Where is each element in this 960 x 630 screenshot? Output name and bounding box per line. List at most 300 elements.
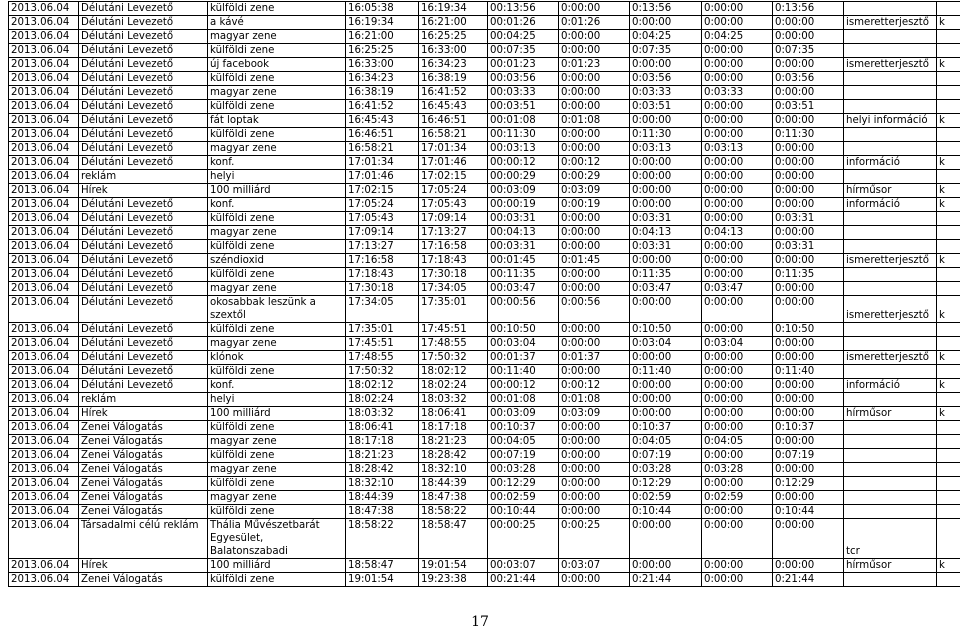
foreign-music-cell: 0:00:00 [773, 463, 844, 477]
hungarian-music-cell: 0:00:00 [702, 559, 773, 573]
info-duration-cell: 0:01:08 [559, 393, 630, 407]
date-cell: 2013.06.04 [9, 268, 79, 282]
page-number: 17 [471, 614, 489, 630]
end-time-cell: 16:34:23 [419, 58, 488, 72]
content-cell: magyar zene [208, 142, 346, 156]
duration-cell: 00:04:13 [488, 226, 559, 240]
date-cell: 2013.06.04 [9, 2, 79, 16]
duration-cell: 00:03:56 [488, 72, 559, 86]
hungarian-music-cell: 0:03:28 [702, 463, 773, 477]
info-duration-cell: 0:00:00 [559, 323, 630, 337]
music-duration-cell: 0:00:00 [630, 184, 702, 198]
date-cell: 2013.06.04 [9, 449, 79, 463]
foreign-music-cell: 0:00:00 [773, 142, 844, 156]
program-cell: Délutáni Levezető [79, 296, 208, 323]
hungarian-music-cell: 0:00:00 [702, 240, 773, 254]
music-duration-cell: 0:13:56 [630, 2, 702, 16]
date-cell: 2013.06.04 [9, 421, 79, 435]
info-duration-cell: 0:03:09 [559, 184, 630, 198]
content-cell: széndioxid [208, 254, 346, 268]
start-time-cell: 18:17:18 [346, 435, 419, 449]
music-duration-cell: 0:04:13 [630, 226, 702, 240]
duration-cell: 00:03:04 [488, 337, 559, 351]
duration-cell: 00:00:25 [488, 519, 559, 559]
start-time-cell: 16:25:25 [346, 44, 419, 58]
hungarian-music-cell: 0:03:47 [702, 282, 773, 296]
start-time-cell: 16:33:00 [346, 58, 419, 72]
program-cell: Délutáni Levezető [79, 198, 208, 212]
table-row [9, 184, 960, 198]
info-duration-cell: 0:00:00 [559, 477, 630, 491]
category-cell: k [937, 156, 960, 170]
end-time-cell: 17:35:01 [419, 296, 488, 323]
foreign-music-cell: 0:21:44 [773, 573, 844, 587]
start-time-cell: 17:30:18 [346, 282, 419, 296]
content-cell: külföldi zene [208, 128, 346, 142]
duration-cell: 00:03:09 [488, 407, 559, 421]
music-duration-cell: 0:00:00 [630, 407, 702, 421]
content-cell: új facebook [208, 58, 346, 72]
content-cell: Thália Művészetbarát Egyesület, Balatonszabadi [208, 519, 346, 559]
duration-cell: 00:02:59 [488, 491, 559, 505]
table-row [9, 435, 960, 449]
genre-cell [844, 573, 937, 587]
category-cell [937, 170, 960, 184]
broadcast-log-body [9, 2, 960, 587]
hungarian-music-cell: 0:00:00 [702, 254, 773, 268]
table-row [9, 30, 960, 44]
table-row [9, 505, 960, 519]
program-cell: Délutáni Levezető [79, 156, 208, 170]
table-row [9, 379, 960, 393]
date-cell: 2013.06.04 [9, 198, 79, 212]
program-cell: Zenei Válogatás [79, 573, 208, 587]
table-row [9, 72, 960, 86]
foreign-music-cell: 0:00:00 [773, 30, 844, 44]
category-cell [937, 30, 960, 44]
hungarian-music-cell: 0:00:00 [702, 170, 773, 184]
genre-cell: helyi információ [844, 114, 937, 128]
program-cell: Délutáni Levezető [79, 365, 208, 379]
info-duration-cell: 0:00:19 [559, 198, 630, 212]
start-time-cell: 19:01:54 [346, 573, 419, 587]
info-duration-cell: 0:01:37 [559, 351, 630, 365]
table-row [9, 573, 960, 587]
program-cell: Délutáni Levezető [79, 337, 208, 351]
genre-cell: ismeretterjesztő [844, 254, 937, 268]
content-cell: 100 milliárd [208, 407, 346, 421]
music-duration-cell: 0:03:31 [630, 212, 702, 226]
end-time-cell: 17:01:46 [419, 156, 488, 170]
hungarian-music-cell: 0:00:00 [702, 379, 773, 393]
start-time-cell: 18:28:42 [346, 463, 419, 477]
program-cell: Délutáni Levezető [79, 240, 208, 254]
start-time-cell: 17:48:55 [346, 351, 419, 365]
hungarian-music-cell: 0:00:00 [702, 128, 773, 142]
program-cell: Zenei Válogatás [79, 463, 208, 477]
genre-cell [844, 393, 937, 407]
duration-cell: 00:13:56 [488, 2, 559, 16]
start-time-cell: 18:47:38 [346, 505, 419, 519]
hungarian-music-cell: 0:00:00 [702, 114, 773, 128]
program-cell: reklám [79, 170, 208, 184]
genre-cell [844, 2, 937, 16]
content-cell: konf. [208, 198, 346, 212]
foreign-music-cell: 0:03:31 [773, 212, 844, 226]
date-cell: 2013.06.04 [9, 114, 79, 128]
table-row [9, 2, 960, 16]
table-row [9, 365, 960, 379]
table-row [9, 226, 960, 240]
foreign-music-cell: 0:07:19 [773, 449, 844, 463]
genre-cell [844, 30, 937, 44]
music-duration-cell: 0:11:35 [630, 268, 702, 282]
broadcast-log-page [8, 1, 952, 587]
duration-cell: 00:03:07 [488, 559, 559, 573]
category-cell: k [937, 114, 960, 128]
music-duration-cell: 0:12:29 [630, 477, 702, 491]
program-cell: Délutáni Levezető [79, 114, 208, 128]
music-duration-cell: 0:10:37 [630, 421, 702, 435]
info-duration-cell: 0:00:00 [559, 2, 630, 16]
foreign-music-cell: 0:00:00 [773, 379, 844, 393]
content-cell: külföldi zene [208, 72, 346, 86]
end-time-cell: 16:19:34 [419, 2, 488, 16]
end-time-cell: 16:25:25 [419, 30, 488, 44]
info-duration-cell: 0:00:00 [559, 86, 630, 100]
program-cell: Délutáni Levezető [79, 379, 208, 393]
duration-cell: 00:00:12 [488, 379, 559, 393]
hungarian-music-cell: 0:03:33 [702, 86, 773, 100]
table-row [9, 491, 960, 505]
foreign-music-cell: 0:00:00 [773, 491, 844, 505]
date-cell: 2013.06.04 [9, 142, 79, 156]
content-cell: magyar zene [208, 86, 346, 100]
hungarian-music-cell: 0:00:00 [702, 184, 773, 198]
music-duration-cell: 0:00:00 [630, 393, 702, 407]
end-time-cell: 16:45:43 [419, 100, 488, 114]
table-row [9, 128, 960, 142]
hungarian-music-cell: 0:03:04 [702, 337, 773, 351]
end-time-cell: 16:41:52 [419, 86, 488, 100]
table-row [9, 240, 960, 254]
content-cell: 100 milliárd [208, 559, 346, 573]
date-cell: 2013.06.04 [9, 44, 79, 58]
music-duration-cell: 0:04:05 [630, 435, 702, 449]
genre-cell [844, 505, 937, 519]
hungarian-music-cell: 0:04:13 [702, 226, 773, 240]
category-cell [937, 477, 960, 491]
foreign-music-cell: 0:00:00 [773, 282, 844, 296]
foreign-music-cell: 0:00:00 [773, 296, 844, 323]
info-duration-cell: 0:00:00 [559, 449, 630, 463]
category-cell [937, 519, 960, 559]
content-cell: külföldi zene [208, 240, 346, 254]
foreign-music-cell: 0:00:00 [773, 184, 844, 198]
duration-cell: 00:03:31 [488, 240, 559, 254]
duration-cell: 00:03:33 [488, 86, 559, 100]
category-cell: k [937, 407, 960, 421]
duration-cell: 00:10:50 [488, 323, 559, 337]
start-time-cell: 18:58:47 [346, 559, 419, 573]
duration-cell: 00:10:37 [488, 421, 559, 435]
duration-cell: 00:10:44 [488, 505, 559, 519]
date-cell: 2013.06.04 [9, 407, 79, 421]
start-time-cell: 17:35:01 [346, 323, 419, 337]
start-time-cell: 16:45:43 [346, 114, 419, 128]
duration-cell: 00:03:28 [488, 463, 559, 477]
table-row [9, 337, 960, 351]
hungarian-music-cell: 0:00:00 [702, 477, 773, 491]
info-duration-cell: 0:00:00 [559, 128, 630, 142]
foreign-music-cell: 0:00:00 [773, 226, 844, 240]
program-cell: Délutáni Levezető [79, 323, 208, 337]
genre-cell: tcr [844, 519, 937, 559]
start-time-cell: 18:58:22 [346, 519, 419, 559]
end-time-cell: 18:32:10 [419, 463, 488, 477]
genre-cell [844, 435, 937, 449]
music-duration-cell: 0:03:47 [630, 282, 702, 296]
info-duration-cell: 0:00:00 [559, 226, 630, 240]
genre-cell [844, 365, 937, 379]
foreign-music-cell: 0:00:00 [773, 58, 844, 72]
end-time-cell: 18:03:32 [419, 393, 488, 407]
foreign-music-cell: 0:10:50 [773, 323, 844, 337]
date-cell: 2013.06.04 [9, 559, 79, 573]
date-cell: 2013.06.04 [9, 226, 79, 240]
genre-cell [844, 72, 937, 86]
program-cell: Zenei Válogatás [79, 421, 208, 435]
foreign-music-cell: 0:00:00 [773, 407, 844, 421]
content-cell: fát loptak [208, 114, 346, 128]
category-cell [937, 44, 960, 58]
info-duration-cell: 0:00:00 [559, 212, 630, 226]
hungarian-music-cell: 0:00:00 [702, 323, 773, 337]
duration-cell: 00:07:35 [488, 44, 559, 58]
foreign-music-cell: 0:00:00 [773, 559, 844, 573]
genre-cell: ismeretterjesztő [844, 351, 937, 365]
content-cell: magyar zene [208, 282, 346, 296]
category-cell [937, 212, 960, 226]
hungarian-music-cell: 0:00:00 [702, 72, 773, 86]
music-duration-cell: 0:03:28 [630, 463, 702, 477]
category-cell [937, 449, 960, 463]
hungarian-music-cell: 0:00:00 [702, 296, 773, 323]
genre-cell [844, 142, 937, 156]
category-cell [937, 240, 960, 254]
content-cell: külföldi zene [208, 323, 346, 337]
hungarian-music-cell: 0:02:59 [702, 491, 773, 505]
info-duration-cell: 0:00:56 [559, 296, 630, 323]
info-duration-cell: 0:00:12 [559, 379, 630, 393]
program-cell: Délutáni Levezető [79, 142, 208, 156]
content-cell: magyar zene [208, 30, 346, 44]
music-duration-cell: 0:11:40 [630, 365, 702, 379]
info-duration-cell: 0:00:29 [559, 170, 630, 184]
duration-cell: 00:00:56 [488, 296, 559, 323]
program-cell: Hírek [79, 184, 208, 198]
date-cell: 2013.06.04 [9, 393, 79, 407]
date-cell: 2013.06.04 [9, 240, 79, 254]
genre-cell: információ [844, 379, 937, 393]
foreign-music-cell: 0:03:51 [773, 100, 844, 114]
content-cell: okosabbak leszünk a szextől [208, 296, 346, 323]
foreign-music-cell: 0:00:00 [773, 337, 844, 351]
foreign-music-cell: 0:00:00 [773, 156, 844, 170]
table-row [9, 421, 960, 435]
duration-cell: 00:11:30 [488, 128, 559, 142]
music-duration-cell: 0:10:50 [630, 323, 702, 337]
program-cell: Délutáni Levezető [79, 58, 208, 72]
end-time-cell: 16:58:21 [419, 128, 488, 142]
category-cell [937, 365, 960, 379]
table-row [9, 519, 960, 559]
category-cell [937, 573, 960, 587]
content-cell: külföldi zene [208, 100, 346, 114]
foreign-music-cell: 0:00:00 [773, 254, 844, 268]
content-cell: külföldi zene [208, 268, 346, 282]
content-cell: magyar zene [208, 463, 346, 477]
duration-cell: 00:00:12 [488, 156, 559, 170]
start-time-cell: 17:34:05 [346, 296, 419, 323]
category-cell [937, 282, 960, 296]
foreign-music-cell: 0:00:00 [773, 393, 844, 407]
foreign-music-cell: 0:00:00 [773, 198, 844, 212]
category-cell: k [937, 16, 960, 30]
category-cell: k [937, 58, 960, 72]
duration-cell: 00:03:13 [488, 142, 559, 156]
genre-cell [844, 477, 937, 491]
program-cell: Délutáni Levezető [79, 100, 208, 114]
program-cell: Délutáni Levezető [79, 2, 208, 16]
foreign-music-cell: 0:00:00 [773, 435, 844, 449]
program-cell: Délutáni Levezető [79, 351, 208, 365]
category-cell [937, 505, 960, 519]
content-cell: külföldi zene [208, 505, 346, 519]
info-duration-cell: 0:00:00 [559, 268, 630, 282]
content-cell: helyi [208, 393, 346, 407]
start-time-cell: 16:21:00 [346, 30, 419, 44]
start-time-cell: 18:02:24 [346, 393, 419, 407]
hungarian-music-cell: 0:00:00 [702, 44, 773, 58]
program-cell: Délutáni Levezető [79, 86, 208, 100]
category-cell: k [937, 559, 960, 573]
end-time-cell: 19:01:54 [419, 559, 488, 573]
content-cell: 100 milliárd [208, 184, 346, 198]
program-cell: Társadalmi célú reklám [79, 519, 208, 559]
table-row [9, 282, 960, 296]
hungarian-music-cell: 0:00:00 [702, 2, 773, 16]
content-cell: konf. [208, 156, 346, 170]
program-cell: Délutáni Levezető [79, 72, 208, 86]
genre-cell [844, 449, 937, 463]
table-row [9, 254, 960, 268]
content-cell: külföldi zene [208, 44, 346, 58]
duration-cell: 00:01:45 [488, 254, 559, 268]
foreign-music-cell: 0:03:31 [773, 240, 844, 254]
genre-cell [844, 268, 937, 282]
category-cell [937, 86, 960, 100]
duration-cell: 00:11:40 [488, 365, 559, 379]
table-row [9, 463, 960, 477]
foreign-music-cell: 0:00:00 [773, 114, 844, 128]
start-time-cell: 17:05:43 [346, 212, 419, 226]
category-cell [937, 337, 960, 351]
info-duration-cell: 0:00:00 [559, 72, 630, 86]
music-duration-cell: 0:07:35 [630, 44, 702, 58]
end-time-cell: 17:30:18 [419, 268, 488, 282]
table-row [9, 114, 960, 128]
info-duration-cell: 0:00:12 [559, 156, 630, 170]
start-time-cell: 17:01:34 [346, 156, 419, 170]
date-cell: 2013.06.04 [9, 16, 79, 30]
info-duration-cell: 0:00:00 [559, 435, 630, 449]
hungarian-music-cell: 0:00:00 [702, 268, 773, 282]
start-time-cell: 18:44:39 [346, 491, 419, 505]
info-duration-cell: 0:01:08 [559, 114, 630, 128]
date-cell: 2013.06.04 [9, 337, 79, 351]
genre-cell: információ [844, 198, 937, 212]
hungarian-music-cell: 0:00:00 [702, 421, 773, 435]
program-cell: Délutáni Levezető [79, 268, 208, 282]
hungarian-music-cell: 0:00:00 [702, 156, 773, 170]
music-duration-cell: 0:02:59 [630, 491, 702, 505]
duration-cell: 00:03:51 [488, 100, 559, 114]
hungarian-music-cell: 0:00:00 [702, 393, 773, 407]
table-row [9, 142, 960, 156]
duration-cell: 00:01:26 [488, 16, 559, 30]
table-row [9, 393, 960, 407]
end-time-cell: 17:18:43 [419, 254, 488, 268]
info-duration-cell: 0:00:25 [559, 519, 630, 559]
duration-cell: 00:04:25 [488, 30, 559, 44]
start-time-cell: 18:03:32 [346, 407, 419, 421]
duration-cell: 00:03:31 [488, 212, 559, 226]
start-time-cell: 17:02:15 [346, 184, 419, 198]
table-row [9, 323, 960, 337]
info-duration-cell: 0:01:45 [559, 254, 630, 268]
date-cell: 2013.06.04 [9, 100, 79, 114]
category-cell: k [937, 254, 960, 268]
end-time-cell: 19:23:38 [419, 573, 488, 587]
start-time-cell: 17:01:46 [346, 170, 419, 184]
end-time-cell: 16:46:51 [419, 114, 488, 128]
music-duration-cell: 0:00:00 [630, 16, 702, 30]
date-cell: 2013.06.04 [9, 505, 79, 519]
info-duration-cell: 0:03:07 [559, 559, 630, 573]
content-cell: magyar zene [208, 435, 346, 449]
music-duration-cell: 0:04:25 [630, 30, 702, 44]
foreign-music-cell: 0:10:44 [773, 505, 844, 519]
genre-cell: ismeretterjesztő [844, 296, 937, 323]
table-row [9, 198, 960, 212]
date-cell: 2013.06.04 [9, 86, 79, 100]
start-time-cell: 17:45:51 [346, 337, 419, 351]
duration-cell: 00:01:23 [488, 58, 559, 72]
start-time-cell: 16:46:51 [346, 128, 419, 142]
category-cell [937, 421, 960, 435]
hungarian-music-cell: 0:00:00 [702, 519, 773, 559]
date-cell: 2013.06.04 [9, 72, 79, 86]
music-duration-cell: 0:07:19 [630, 449, 702, 463]
category-cell: k [937, 296, 960, 323]
foreign-music-cell: 0:10:37 [773, 421, 844, 435]
date-cell: 2013.06.04 [9, 128, 79, 142]
date-cell: 2013.06.04 [9, 519, 79, 559]
duration-cell: 00:01:08 [488, 393, 559, 407]
duration-cell: 00:07:19 [488, 449, 559, 463]
end-time-cell: 16:33:00 [419, 44, 488, 58]
